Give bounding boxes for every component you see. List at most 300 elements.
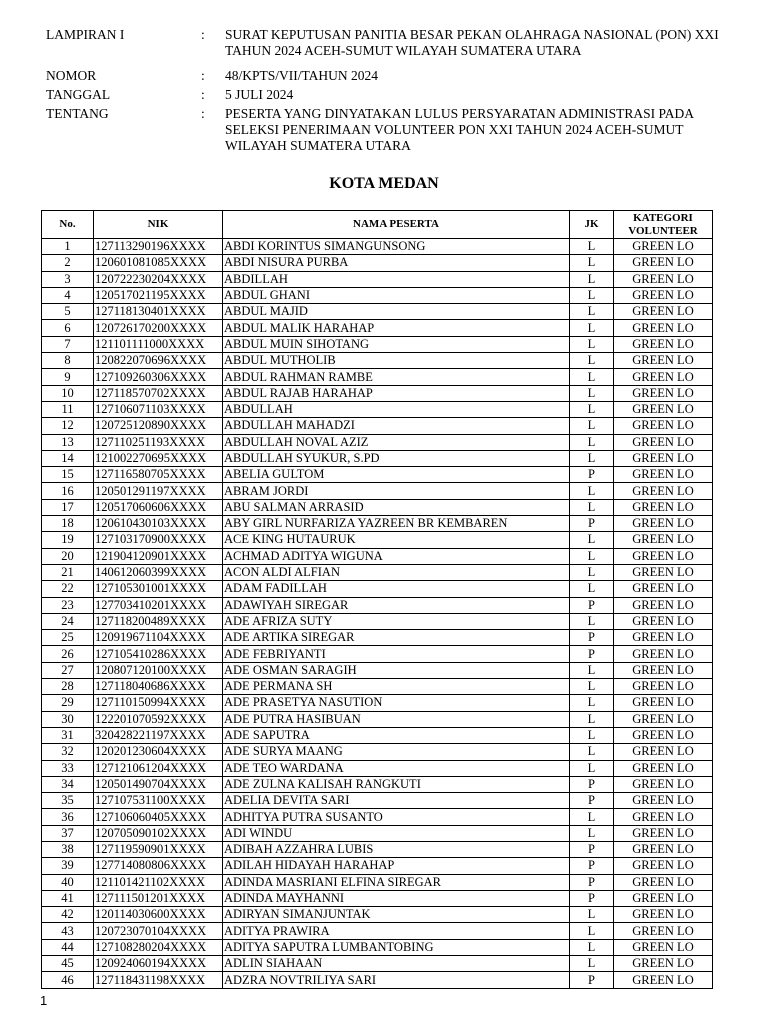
- cell-nik: 127118431198XXXX: [94, 972, 223, 988]
- cell-nama: ADE PRASETYA NASUTION: [223, 695, 570, 711]
- cell-jk: L: [570, 662, 614, 678]
- table-row: [42, 711, 713, 727]
- cell-kategori: GREEN LO: [614, 271, 713, 287]
- cell-no: 13: [42, 434, 94, 450]
- cell-jk: L: [570, 564, 614, 580]
- cell-nama: ADE PUTRA HASIBUAN: [223, 711, 570, 727]
- cell-jk: L: [570, 695, 614, 711]
- cell-jk: L: [570, 287, 614, 303]
- cell-no: 40: [42, 874, 94, 890]
- cell-nama: ABDUL GHANI: [223, 287, 570, 303]
- table-row: [42, 727, 713, 743]
- cell-kategori: GREEN LO: [614, 841, 713, 857]
- table-row: [42, 336, 713, 352]
- table-row: [42, 956, 713, 972]
- table-row: [42, 841, 713, 857]
- cell-no: 12: [42, 418, 94, 434]
- cell-jk: L: [570, 532, 614, 548]
- cell-kategori: GREEN LO: [614, 516, 713, 532]
- cell-nik: 127121061204XXXX: [94, 760, 223, 776]
- tanggal-colon: :: [201, 87, 205, 102]
- cell-kategori: GREEN LO: [614, 972, 713, 988]
- cell-kategori: GREEN LO: [614, 304, 713, 320]
- table-row: [42, 320, 713, 336]
- lampiran-value: SURAT KEPUTUSAN PANITIA BESAR PEKAN OLAHRAGA NASIONAL (PON) XXI TAHUN 2024 ACEH-SUMUT WILAYAH SUMATERA UTARA: [225, 27, 719, 58]
- column-header-kategori: KATEGORI VOLUNTEER: [614, 211, 713, 239]
- cell-jk: L: [570, 744, 614, 760]
- cell-nik: 127714080806XXXX: [94, 858, 223, 874]
- cell-no: 38: [42, 841, 94, 857]
- cell-kategori: GREEN LO: [614, 369, 713, 385]
- cell-kategori: GREEN LO: [614, 939, 713, 955]
- cell-jk: L: [570, 548, 614, 564]
- cell-nama: ADAM FADILLAH: [223, 581, 570, 597]
- cell-nama: ABDILLAH: [223, 271, 570, 287]
- cell-jk: P: [570, 597, 614, 613]
- table-row: [42, 809, 713, 825]
- table-row: [42, 401, 713, 417]
- cell-no: 22: [42, 581, 94, 597]
- cell-jk: L: [570, 956, 614, 972]
- cell-jk: L: [570, 369, 614, 385]
- cell-jk: L: [570, 711, 614, 727]
- cell-nama: ABDUL MAJID: [223, 304, 570, 320]
- cell-kategori: GREEN LO: [614, 581, 713, 597]
- table-row: [42, 630, 713, 646]
- cell-nik: 120601081085XXXX: [94, 255, 223, 271]
- cell-jk: P: [570, 776, 614, 792]
- cell-kategori: GREEN LO: [614, 727, 713, 743]
- cell-nik: 127106060405XXXX: [94, 809, 223, 825]
- table-row: [42, 907, 713, 923]
- cell-no: 32: [42, 744, 94, 760]
- cell-nik: 120517060606XXXX: [94, 499, 223, 515]
- table-body: [42, 239, 713, 989]
- cell-kategori: GREEN LO: [614, 255, 713, 271]
- cell-nama: ADILAH HIDAYAH HARAHAP: [223, 858, 570, 874]
- cell-no: 44: [42, 939, 94, 955]
- cell-nama: ADE ARTIKA SIREGAR: [223, 630, 570, 646]
- cell-jk: L: [570, 353, 614, 369]
- column-header-nama: NAMA PESERTA: [223, 211, 570, 239]
- cell-kategori: GREEN LO: [614, 385, 713, 401]
- cell-nama: ADAWIYAH SIREGAR: [223, 597, 570, 613]
- cell-no: 21: [42, 564, 94, 580]
- cell-kategori: GREEN LO: [614, 613, 713, 629]
- table-row: [42, 662, 713, 678]
- cell-jk: P: [570, 646, 614, 662]
- cell-no: 17: [42, 499, 94, 515]
- cell-jk: L: [570, 418, 614, 434]
- cell-nama: ABDUL RAHMAN RAMBE: [223, 369, 570, 385]
- cell-kategori: GREEN LO: [614, 858, 713, 874]
- cell-jk: P: [570, 630, 614, 646]
- cell-nik: 127118200489XXXX: [94, 613, 223, 629]
- cell-kategori: GREEN LO: [614, 434, 713, 450]
- cell-kategori: GREEN LO: [614, 646, 713, 662]
- cell-kategori: GREEN LO: [614, 907, 713, 923]
- cell-nik: 127107531100XXXX: [94, 793, 223, 809]
- cell-nama: ADZRA NOVTRILIYA SARI: [223, 972, 570, 988]
- table-row: [42, 239, 713, 255]
- cell-no: 25: [42, 630, 94, 646]
- table-row: [42, 613, 713, 629]
- cell-jk: L: [570, 385, 614, 401]
- lampiran-label: LAMPIRAN I: [46, 27, 125, 42]
- cell-kategori: GREEN LO: [614, 353, 713, 369]
- cell-nama: ADE AFRIZA SUTY: [223, 613, 570, 629]
- cell-no: 6: [42, 320, 94, 336]
- cell-nik: 320428221197XXXX: [94, 727, 223, 743]
- cell-kategori: GREEN LO: [614, 923, 713, 939]
- cell-nama: ADLIN SIAHAAN: [223, 956, 570, 972]
- cell-kategori: GREEN LO: [614, 401, 713, 417]
- cell-nik: 127105410286XXXX: [94, 646, 223, 662]
- cell-no: 30: [42, 711, 94, 727]
- cell-nama: ADIBAH AZZAHRA LUBIS: [223, 841, 570, 857]
- cell-no: 41: [42, 890, 94, 906]
- cell-no: 24: [42, 613, 94, 629]
- cell-nama: ABRAM JORDI: [223, 483, 570, 499]
- cell-no: 29: [42, 695, 94, 711]
- cell-nik: 120501291197XXXX: [94, 483, 223, 499]
- nomor-label: NOMOR: [46, 68, 97, 83]
- cell-nik: 127116580705XXXX: [94, 467, 223, 483]
- cell-kategori: GREEN LO: [614, 662, 713, 678]
- cell-kategori: GREEN LO: [614, 695, 713, 711]
- header-tanggal: [46, 87, 730, 103]
- cell-kategori: GREEN LO: [614, 564, 713, 580]
- cell-no: 7: [42, 336, 94, 352]
- cell-nama: ABDULLAH NOVAL AZIZ: [223, 434, 570, 450]
- cell-nik: 121101111000XXXX: [94, 336, 223, 352]
- cell-nik: 140612060399XXXX: [94, 564, 223, 580]
- cell-nama: ABDUL MALIK HARAHAP: [223, 320, 570, 336]
- cell-no: 2: [42, 255, 94, 271]
- cell-nik: 121101421102XXXX: [94, 874, 223, 890]
- cell-no: 23: [42, 597, 94, 613]
- cell-nik: 127103170900XXXX: [94, 532, 223, 548]
- table-row: [42, 418, 713, 434]
- cell-nik: 120610430103XXXX: [94, 516, 223, 532]
- cell-nama: ADELIA DEVITA SARI: [223, 793, 570, 809]
- cell-nama: ABY GIRL NURFARIZA YAZREEN BR KEMBAREN: [223, 516, 570, 532]
- cell-no: 10: [42, 385, 94, 401]
- cell-nama: ADHITYA PUTRA SUSANTO: [223, 809, 570, 825]
- table-row: [42, 923, 713, 939]
- cell-nama: ABDUL MUIN SIHOTANG: [223, 336, 570, 352]
- cell-no: 26: [42, 646, 94, 662]
- cell-kategori: GREEN LO: [614, 825, 713, 841]
- cell-no: 36: [42, 809, 94, 825]
- cell-jk: L: [570, 304, 614, 320]
- cell-nik: 120501490704XXXX: [94, 776, 223, 792]
- cell-no: 35: [42, 793, 94, 809]
- cell-nama: ADE SAPUTRA: [223, 727, 570, 743]
- cell-no: 34: [42, 776, 94, 792]
- cell-kategori: GREEN LO: [614, 744, 713, 760]
- table-row: [42, 695, 713, 711]
- cell-no: 37: [42, 825, 94, 841]
- cell-nama: ABDUL RAJAB HARAHAP: [223, 385, 570, 401]
- cell-kategori: GREEN LO: [614, 956, 713, 972]
- cell-nik: 127118570702XXXX: [94, 385, 223, 401]
- cell-jk: P: [570, 890, 614, 906]
- column-header-nik: NIK: [94, 211, 223, 239]
- cell-no: 31: [42, 727, 94, 743]
- table-row: [42, 972, 713, 988]
- cell-nama: ACE KING HUTAURUK: [223, 532, 570, 548]
- cell-nik: 120807120100XXXX: [94, 662, 223, 678]
- cell-jk: P: [570, 841, 614, 857]
- cell-jk: L: [570, 336, 614, 352]
- cell-nama: ABDI KORINTUS SIMANGUNSONG: [223, 239, 570, 255]
- cell-no: 28: [42, 679, 94, 695]
- cell-nama: ABDULLAH MAHADZI: [223, 418, 570, 434]
- page-title: KOTA MEDAN: [329, 175, 439, 192]
- nomor-value: 48/KPTS/VII/TAHUN 2024: [225, 68, 379, 83]
- cell-no: 43: [42, 923, 94, 939]
- table-row: [42, 760, 713, 776]
- cell-kategori: GREEN LO: [614, 483, 713, 499]
- cell-jk: L: [570, 239, 614, 255]
- cell-kategori: GREEN LO: [614, 793, 713, 809]
- column-header-no: No.: [42, 211, 94, 239]
- table-row: [42, 450, 713, 466]
- cell-jk: L: [570, 434, 614, 450]
- cell-kategori: GREEN LO: [614, 467, 713, 483]
- cell-jk: L: [570, 255, 614, 271]
- table-row: [42, 825, 713, 841]
- cell-no: 5: [42, 304, 94, 320]
- cell-jk: L: [570, 450, 614, 466]
- cell-nik: 120924060194XXXX: [94, 956, 223, 972]
- cell-nama: ACON ALDI ALFIAN: [223, 564, 570, 580]
- cell-nik: 127118130401XXXX: [94, 304, 223, 320]
- table-row: [42, 255, 713, 271]
- tentang-colon: :: [201, 106, 205, 121]
- cell-kategori: GREEN LO: [614, 499, 713, 515]
- cell-nama: ABDI NISURA PURBA: [223, 255, 570, 271]
- table-row: [42, 679, 713, 695]
- cell-jk: L: [570, 679, 614, 695]
- cell-jk: L: [570, 809, 614, 825]
- cell-nik: 127110150994XXXX: [94, 695, 223, 711]
- table-row: [42, 467, 713, 483]
- table-row: [42, 564, 713, 580]
- cell-nik: 120201230604XXXX: [94, 744, 223, 760]
- cell-no: 3: [42, 271, 94, 287]
- cell-nama: ADE OSMAN SARAGIH: [223, 662, 570, 678]
- table-row: [42, 369, 713, 385]
- lampiran-colon: :: [201, 27, 205, 42]
- cell-no: 15: [42, 467, 94, 483]
- cell-kategori: GREEN LO: [614, 874, 713, 890]
- table-row: [42, 434, 713, 450]
- cell-kategori: GREEN LO: [614, 418, 713, 434]
- cell-nik: 127106071103XXXX: [94, 401, 223, 417]
- tanggal-label: TANGGAL: [46, 87, 111, 102]
- table-row: [42, 304, 713, 320]
- nomor-colon: :: [201, 68, 205, 83]
- cell-kategori: GREEN LO: [614, 890, 713, 906]
- table-row: [42, 858, 713, 874]
- cell-nik: 120114030600XXXX: [94, 907, 223, 923]
- cell-nik: 121904120901XXXX: [94, 548, 223, 564]
- cell-kategori: GREEN LO: [614, 320, 713, 336]
- cell-nama: ADINDA MAYHANNI: [223, 890, 570, 906]
- cell-nama: ADITYA PRAWIRA: [223, 923, 570, 939]
- cell-no: 14: [42, 450, 94, 466]
- cell-jk: P: [570, 874, 614, 890]
- tentang-value: PESERTA YANG DINYATAKAN LULUS PERSYARATAN ADMINISTRASI PADA SELEKSI PENERIMAAN VOLUNTEER PON XXI TAHUN 2024 ACEH-SUMUT WILAYAH SUMATERA UTARA: [225, 106, 694, 153]
- cell-nik: 127108280204XXXX: [94, 939, 223, 955]
- cell-kategori: GREEN LO: [614, 548, 713, 564]
- cell-jk: L: [570, 939, 614, 955]
- table-row: [42, 939, 713, 955]
- cell-nik: 120722230204XXXX: [94, 271, 223, 287]
- cell-nama: ADITYA SAPUTRA LUMBANTOBING: [223, 939, 570, 955]
- table-header-row: [42, 211, 713, 239]
- cell-nik: 127119590901XXXX: [94, 841, 223, 857]
- tanggal-value: 5 JULI 2024: [225, 87, 294, 102]
- cell-kategori: GREEN LO: [614, 630, 713, 646]
- cell-nama: ADIRYAN SIMANJUNTAK: [223, 907, 570, 923]
- cell-nik: 127110251193XXXX: [94, 434, 223, 450]
- cell-nik: 127118040686XXXX: [94, 679, 223, 695]
- cell-jk: L: [570, 907, 614, 923]
- table-row: [42, 890, 713, 906]
- cell-jk: P: [570, 467, 614, 483]
- cell-nik: 122201070592XXXX: [94, 711, 223, 727]
- cell-nama: ABDULLAH SYUKUR, S.PD: [223, 450, 570, 466]
- cell-nik: 120725120890XXXX: [94, 418, 223, 434]
- cell-no: 11: [42, 401, 94, 417]
- cell-jk: L: [570, 401, 614, 417]
- cell-jk: L: [570, 727, 614, 743]
- cell-jk: L: [570, 499, 614, 515]
- cell-no: 42: [42, 907, 94, 923]
- cell-no: 4: [42, 287, 94, 303]
- cell-jk: L: [570, 271, 614, 287]
- cell-kategori: GREEN LO: [614, 597, 713, 613]
- table-row: [42, 597, 713, 613]
- cell-jk: L: [570, 581, 614, 597]
- cell-nik: 127111501201XXXX: [94, 890, 223, 906]
- cell-nik: 120726170200XXXX: [94, 320, 223, 336]
- table-row: [42, 271, 713, 287]
- cell-kategori: GREEN LO: [614, 679, 713, 695]
- cell-nama: ADINDA MASRIANI ELFINA SIREGAR: [223, 874, 570, 890]
- cell-nik: 120517021195XXXX: [94, 287, 223, 303]
- cell-nik: 120919671104XXXX: [94, 630, 223, 646]
- cell-jk: L: [570, 825, 614, 841]
- cell-nama: ADE FEBRIYANTI: [223, 646, 570, 662]
- table-row: [42, 776, 713, 792]
- cell-nik: 127105301001XXXX: [94, 581, 223, 597]
- cell-kategori: GREEN LO: [614, 760, 713, 776]
- table-row: [42, 499, 713, 515]
- cell-kategori: GREEN LO: [614, 287, 713, 303]
- cell-nik: 120822070696XXXX: [94, 353, 223, 369]
- cell-jk: L: [570, 760, 614, 776]
- cell-nama: ABU SALMAN ARRASID: [223, 499, 570, 515]
- cell-nama: ABDUL MUTHOLIB: [223, 353, 570, 369]
- table-row: [42, 793, 713, 809]
- cell-jk: P: [570, 516, 614, 532]
- header-tentang: [46, 106, 730, 154]
- cell-nama: ADI WINDU: [223, 825, 570, 841]
- cell-kategori: GREEN LO: [614, 809, 713, 825]
- cell-jk: P: [570, 793, 614, 809]
- cell-nama: ABELIA GULTOM: [223, 467, 570, 483]
- cell-no: 27: [42, 662, 94, 678]
- header-lampiran: [46, 27, 730, 59]
- cell-nama: ABDULLAH: [223, 401, 570, 417]
- cell-nik: 120705090102XXXX: [94, 825, 223, 841]
- table-row: [42, 483, 713, 499]
- table-row: [42, 548, 713, 564]
- cell-nik: 127703410201XXXX: [94, 597, 223, 613]
- cell-jk: L: [570, 483, 614, 499]
- cell-jk: L: [570, 320, 614, 336]
- table-row: [42, 581, 713, 597]
- table-row: [42, 287, 713, 303]
- cell-kategori: GREEN LO: [614, 711, 713, 727]
- tentang-label: TENTANG: [46, 106, 109, 121]
- cell-nik: 120723070104XXXX: [94, 923, 223, 939]
- cell-nama: ADE ZULNA KALISAH RANGKUTI: [223, 776, 570, 792]
- cell-kategori: GREEN LO: [614, 532, 713, 548]
- table-row: [42, 385, 713, 401]
- table-row: [42, 516, 713, 532]
- cell-no: 16: [42, 483, 94, 499]
- table-row: [42, 646, 713, 662]
- cell-jk: P: [570, 858, 614, 874]
- cell-no: 33: [42, 760, 94, 776]
- table-row: [42, 353, 713, 369]
- column-header-jk: JK: [570, 211, 614, 239]
- cell-no: 18: [42, 516, 94, 532]
- cell-kategori: GREEN LO: [614, 239, 713, 255]
- cell-no: 46: [42, 972, 94, 988]
- participants-table: [41, 210, 713, 989]
- cell-no: 8: [42, 353, 94, 369]
- header-nomor: [46, 68, 730, 84]
- cell-jk: P: [570, 972, 614, 988]
- cell-nama: ADE SURYA MAANG: [223, 744, 570, 760]
- cell-nama: ACHMAD ADITYA WIGUNA: [223, 548, 570, 564]
- cell-no: 20: [42, 548, 94, 564]
- cell-no: 39: [42, 858, 94, 874]
- cell-no: 1: [42, 239, 94, 255]
- cell-nik: 127113290196XXXX: [94, 239, 223, 255]
- cell-nik: 121002270695XXXX: [94, 450, 223, 466]
- cell-jk: L: [570, 923, 614, 939]
- table-row: [42, 532, 713, 548]
- cell-kategori: GREEN LO: [614, 450, 713, 466]
- table-row: [42, 874, 713, 890]
- cell-no: 19: [42, 532, 94, 548]
- table-row: [42, 744, 713, 760]
- cell-jk: L: [570, 613, 614, 629]
- cell-nama: ADE PERMANA SH: [223, 679, 570, 695]
- cell-no: 45: [42, 956, 94, 972]
- cell-kategori: GREEN LO: [614, 336, 713, 352]
- cell-no: 9: [42, 369, 94, 385]
- page-number: 1: [40, 993, 48, 1008]
- cell-nik: 127109260306XXXX: [94, 369, 223, 385]
